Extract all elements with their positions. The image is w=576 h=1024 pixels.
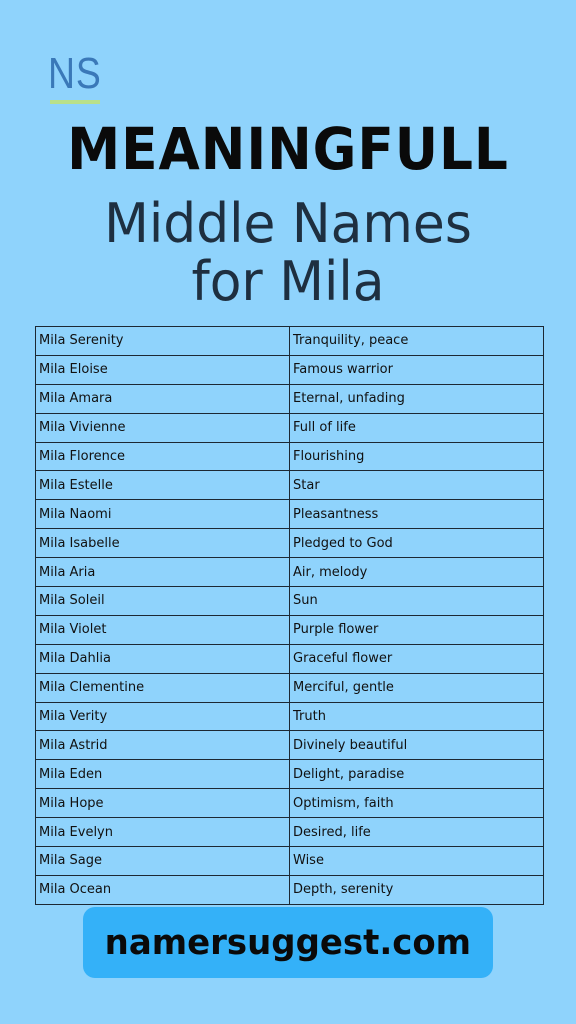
name-cell: Mila Aria: [36, 558, 290, 587]
table-row: [36, 355, 544, 384]
name-cell: Mila Clementine: [36, 673, 290, 702]
name-cell: Mila Verity: [36, 702, 290, 731]
table-row: [36, 789, 544, 818]
name-cell: Mila Evelyn: [36, 818, 290, 847]
subtitle-line-1: Middle Names: [104, 192, 472, 255]
name-cell: Mila Ocean: [36, 875, 290, 904]
meaning-cell: Star: [290, 471, 544, 500]
meaning-cell: Merciful, gentle: [290, 673, 544, 702]
website-label: namersuggest.com: [104, 922, 472, 963]
meaning-cell: Air, melody: [290, 558, 544, 587]
name-cell: Mila Naomi: [36, 500, 290, 529]
name-cell: Mila Violet: [36, 615, 290, 644]
table-row: [36, 644, 544, 673]
meaning-cell: Purple flower: [290, 615, 544, 644]
table-row: [36, 529, 544, 558]
name-cell: Mila Sage: [36, 847, 290, 876]
table-row: [36, 413, 544, 442]
name-cell: Mila Soleil: [36, 587, 290, 616]
meaning-cell: Depth, serenity: [290, 875, 544, 904]
table-row: [36, 558, 544, 587]
name-cell: Mila Eden: [36, 760, 290, 789]
name-cell: Mila Astrid: [36, 731, 290, 760]
table-row: [36, 818, 544, 847]
name-cell: Mila Dahlia: [36, 644, 290, 673]
meaning-cell: Divinely beautiful: [290, 731, 544, 760]
table-row: [36, 587, 544, 616]
logo-underline: [50, 100, 100, 104]
meaning-cell: Pledged to God: [290, 529, 544, 558]
meaning-cell: Flourishing: [290, 442, 544, 471]
website-banner[interactable]: [83, 907, 493, 978]
meaning-cell: Truth: [290, 702, 544, 731]
logo-text: NS: [48, 49, 102, 98]
table-row: [36, 673, 544, 702]
meaning-cell: Delight, paradise: [290, 760, 544, 789]
table-row: [36, 702, 544, 731]
meaning-cell: Sun: [290, 587, 544, 616]
table-row: [36, 615, 544, 644]
table-row: [36, 327, 544, 356]
table-row: [36, 875, 544, 904]
table-row: [36, 731, 544, 760]
meaning-cell: Optimism, faith: [290, 789, 544, 818]
meaning-cell: Pleasantness: [290, 500, 544, 529]
name-cell: Mila Estelle: [36, 471, 290, 500]
table-row: [36, 760, 544, 789]
table-row: [36, 471, 544, 500]
name-cell: Mila Serenity: [36, 327, 290, 356]
meaning-cell: Graceful flower: [290, 644, 544, 673]
meaning-cell: Famous warrior: [290, 355, 544, 384]
headline: MEANINGFULL: [67, 115, 509, 183]
names-table-body: [36, 327, 544, 905]
name-cell: Mila Isabelle: [36, 529, 290, 558]
table-row: [36, 442, 544, 471]
subtitle-line-2: for Mila: [191, 250, 385, 313]
name-cell: Mila Amara: [36, 384, 290, 413]
table-row: [36, 500, 544, 529]
name-cell: Mila Eloise: [36, 355, 290, 384]
meaning-cell: Desired, life: [290, 818, 544, 847]
table-row: [36, 384, 544, 413]
name-cell: Mila Hope: [36, 789, 290, 818]
name-cell: Mila Vivienne: [36, 413, 290, 442]
names-table: [35, 326, 544, 905]
brand-logo: [48, 49, 104, 108]
name-cell: Mila Florence: [36, 442, 290, 471]
table-row: [36, 847, 544, 876]
meaning-cell: Tranquility, peace: [290, 327, 544, 356]
meaning-cell: Eternal, unfading: [290, 384, 544, 413]
meaning-cell: Full of life: [290, 413, 544, 442]
meaning-cell: Wise: [290, 847, 544, 876]
